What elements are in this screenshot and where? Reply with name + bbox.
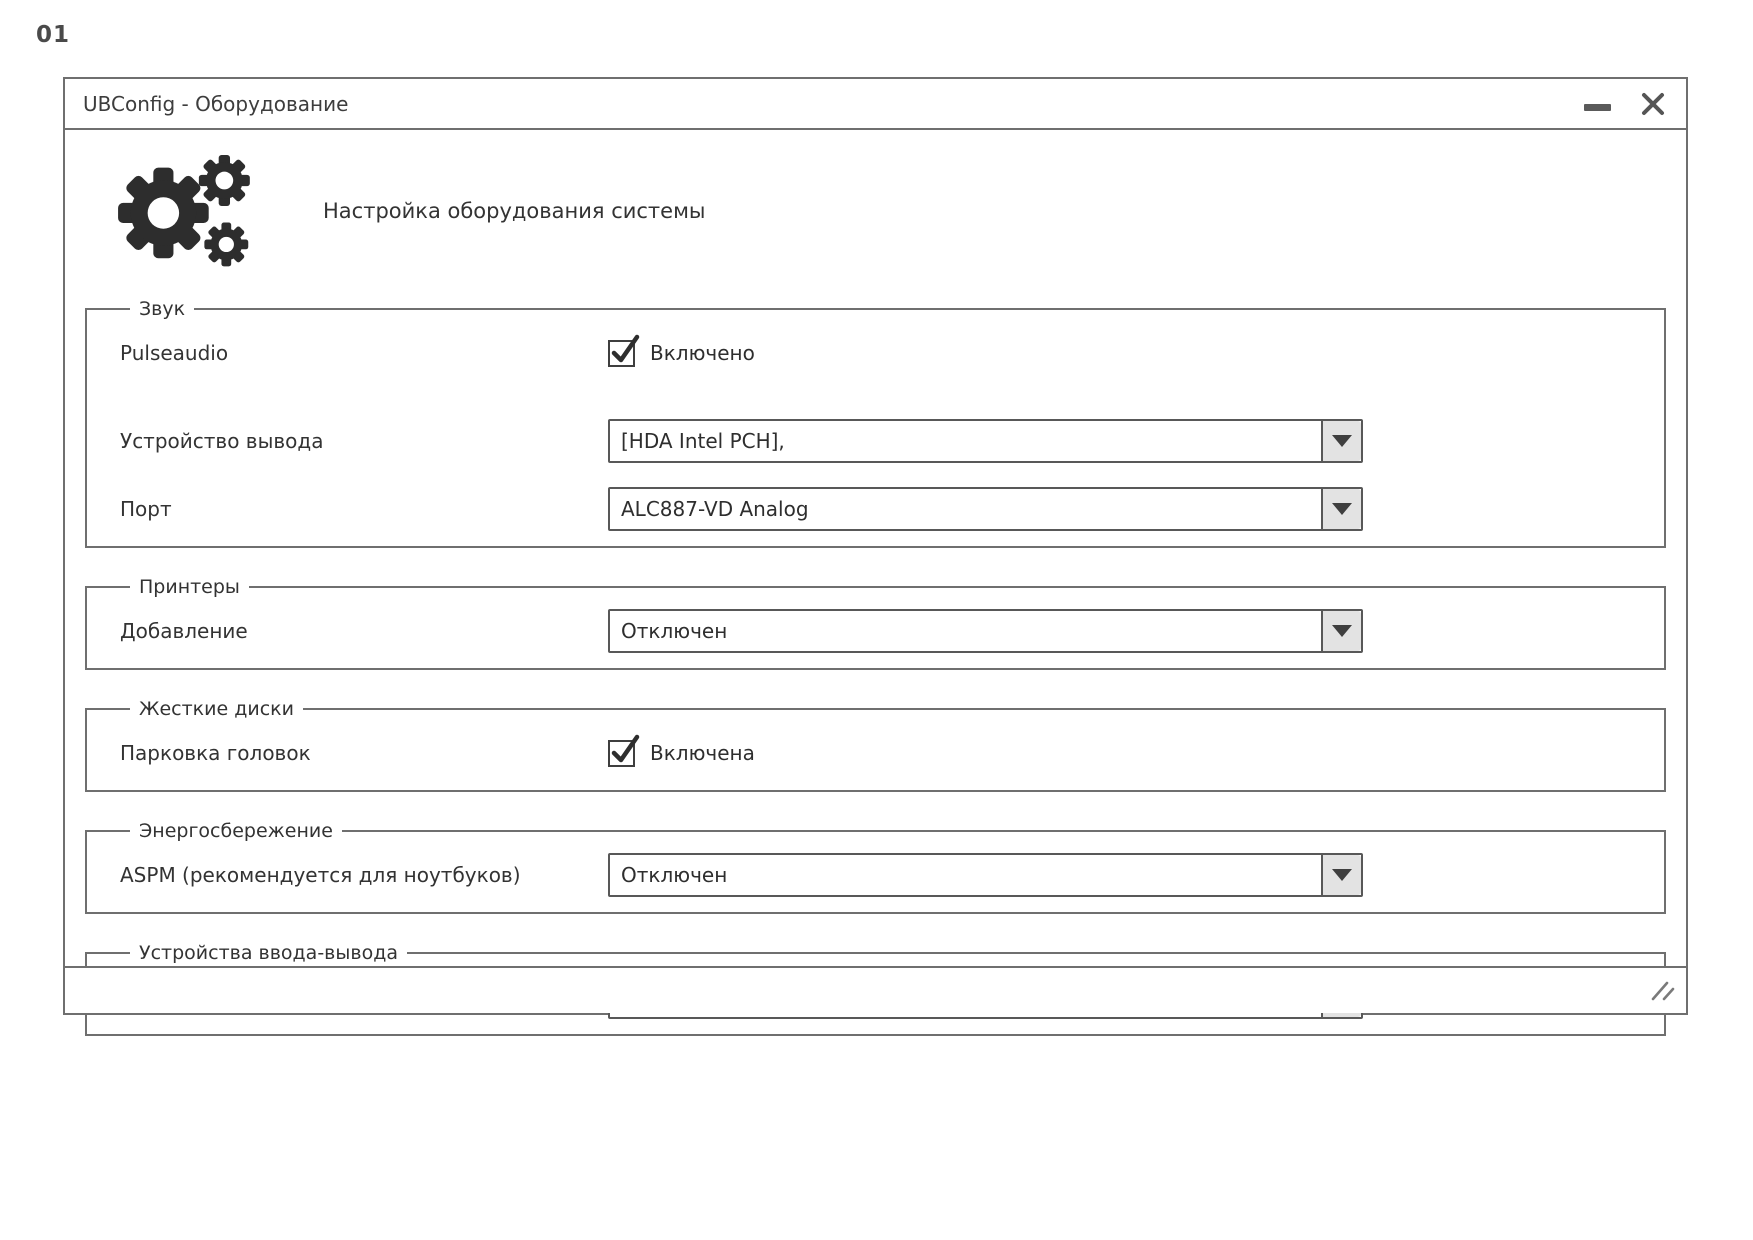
output-device-label: Устройство вывода [120,429,324,453]
gears-icon [111,152,261,270]
port-label: Порт [120,497,172,521]
head-parking-state-label: Включена [650,741,755,765]
printer-add-value: Отключен [621,619,728,643]
dropdown-arrow-icon [1332,625,1352,637]
row-pulseaudio [120,330,1646,376]
window-content [65,130,1686,1036]
checkbox-box [608,740,635,767]
page-number-label: 01 [36,22,71,48]
ubconfig-window [63,77,1688,1015]
aspm-label: ASPM (рекомендуется для ноутбуков) [120,863,521,887]
close-icon [1641,92,1665,116]
app-header [111,152,1666,270]
output-device-dropdown[interactable] [608,419,1363,463]
titlebar [65,79,1686,130]
window-controls [1582,89,1668,119]
port-dropdown[interactable] [608,487,1363,531]
head-parking-label: Парковка головок [120,741,311,765]
dropdown-arrow-icon [1332,503,1352,515]
statusbar [65,966,1686,1013]
group-sound [85,298,1666,548]
group-printers-legend: Принтеры [139,576,240,598]
group-sound-legend: Звук [139,298,186,320]
group-harddisks [85,698,1666,792]
printer-add-dropdown[interactable] [608,609,1363,653]
group-harddisks-legend: Жесткие диски [139,698,294,720]
minimize-icon [1584,104,1611,111]
checkbox-check-icon [610,733,640,765]
group-io-devices-legend: Устройства ввода-вывода [139,942,398,964]
window-title: UBConfig - Оборудование [83,91,349,116]
output-device-value: [HDA Intel PCH], [621,429,785,453]
port-value: ALC887-VD Analog [621,497,809,521]
row-printer-add [120,608,1646,654]
group-powersave [85,820,1666,914]
pulseaudio-label: Pulseaudio [120,341,229,365]
aspm-dropdown[interactable] [608,853,1363,897]
row-output-device [120,418,1646,464]
group-powersave-legend: Энергосбережение [139,820,333,842]
resize-grip-icon[interactable] [1650,981,1676,1001]
group-printers [85,576,1666,670]
head-parking-checkbox[interactable] [608,740,755,767]
row-port [120,486,1646,532]
pulseaudio-state-label: Включено [650,341,755,365]
close-button[interactable] [1638,89,1668,119]
dropdown-button[interactable] [1321,611,1361,651]
row-aspm [120,852,1646,898]
pulseaudio-checkbox[interactable] [608,340,755,367]
dropdown-arrow-icon [1332,435,1352,447]
aspm-value: Отключен [621,863,728,887]
checkbox-box [608,340,635,367]
dropdown-button[interactable] [1321,489,1361,529]
minimize-button[interactable] [1582,89,1612,119]
row-head-parking [120,730,1646,776]
checkbox-check-icon [610,333,640,365]
printer-add-label: Добавление [120,619,248,643]
dropdown-button[interactable] [1321,855,1361,895]
dropdown-arrow-icon [1332,869,1352,881]
dropdown-button[interactable] [1321,421,1361,461]
app-header-text: Настройка оборудования системы [323,199,706,223]
